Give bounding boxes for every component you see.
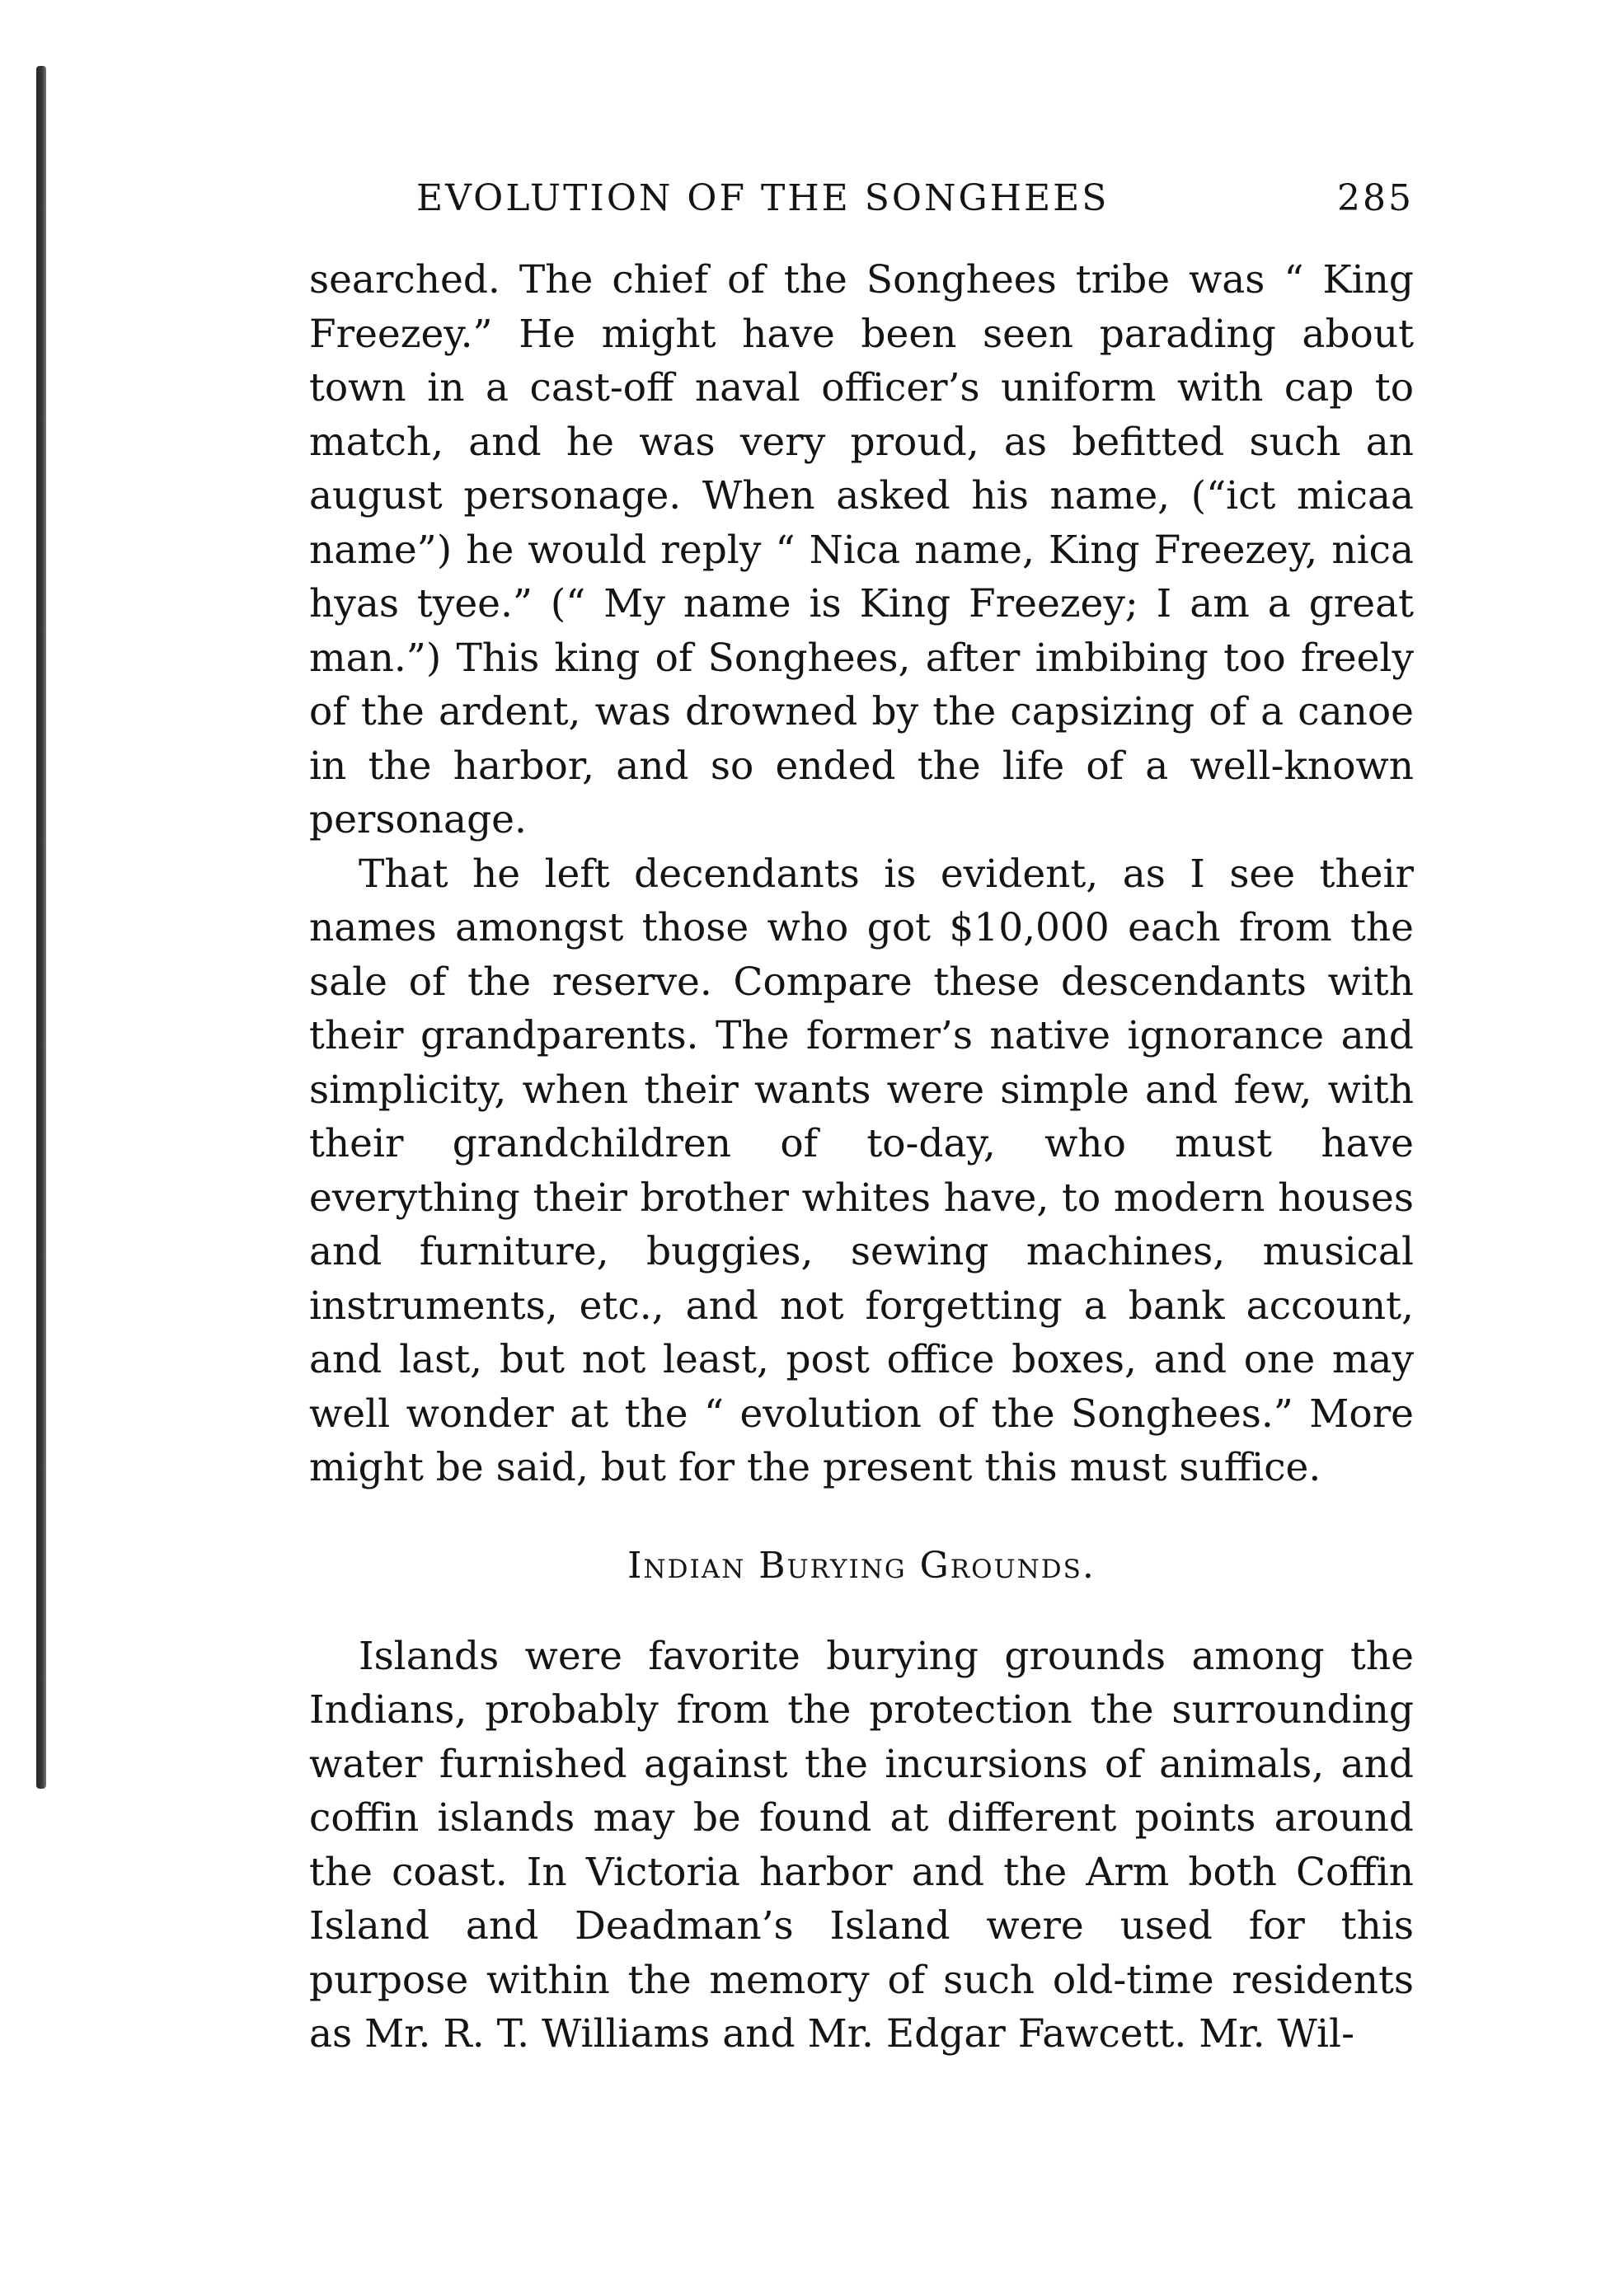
paragraph-descendants: That he left decendants is evident, as I see their names amongst those who got $10,000 each from the sale of the reserve. Compare these descendants with their grandparents. The former’s native ignorance and simplicity, when their wants were simple and few, with their grandchildren of to-day, who must have everything their brother whites have, to modern houses and furniture, buggies, sewing machines, musical instruments, etc., and not forgetting a bank account, and last, but not least, post office boxes, and one may well wonder at the “ evolution of the Songhees.” More might be said, but for the present this must suffice. bbox=[309, 851, 1414, 1490]
paragraph-burying-grounds: Islands were favorite burying grounds among the Indians, probably from the protection the surrounding water furnished against the incursions of animals, and coffin islands may be found at different points around the coast. In Victoria harbor and the Arm both Coffin Island and Deadman’s Island were used for this purpose within the memory of such old-time residents as Mr. R. T. Williams and Mr. Edgar Fawcett. Mr. Wil- bbox=[309, 1633, 1414, 2057]
section-heading: Indian Burying Grounds. bbox=[627, 1544, 1096, 1587]
running-head bbox=[309, 177, 1414, 235]
page-number: 285 bbox=[1337, 177, 1414, 219]
running-title: EVOLUTION OF THE SONGHEES bbox=[416, 177, 1110, 219]
paragraph-king-freezey: searched. The chief of the Songhees tribe was “ King Freezey.” He might have been seen parading about town in a cast-off naval officer’s uniform with cap to match, and he was very proud, as befitted such an august personage. When asked his name, (“ict micaa name”) he would reply “ Nica name, King Freezey, nica hyas tyee.” (“ My name is King Freezey; I am a great man.”) This king of Songhees, after imbibing too freely of the ardent, was drowned by the capsizing of a canoe in the harbor, and so ended the life of a well-known personage. bbox=[309, 257, 1414, 842]
book-page bbox=[309, 177, 1414, 2062]
binding-edge bbox=[36, 66, 46, 1789]
